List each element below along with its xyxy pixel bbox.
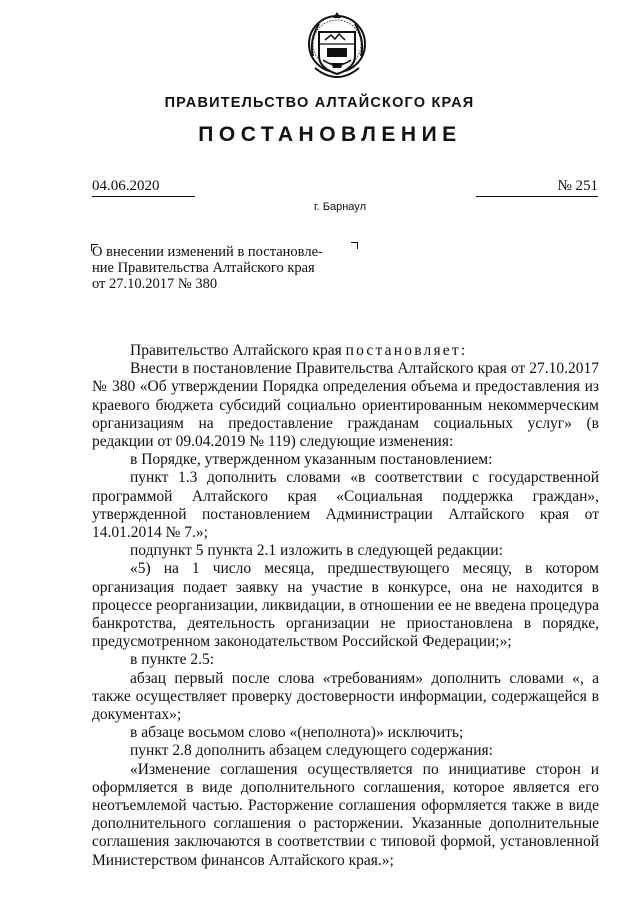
body-paragraph: «Изменение соглашения осуществляется по инициативе сторон и оформляется в виде дополнительного соглашения, которое является его неотъемлемой частью. Расторжение соглашения оформляется также в виде дополнительного соглашения о расторжении. Указанные дополнительные соглашения заключаются в соответствии с типовой формой, установленной Министерством финансов Алтайского края.»; xyxy=(92,760,599,869)
body-paragraph: абзац первый после слова «требованиям» дополнить словами «, а также осуществляет проверку достоверности информации, содержащейся в документах»; xyxy=(92,669,599,724)
body-paragraph: пункт 2.8 дополнить абзацем следующего содержания: xyxy=(130,742,493,760)
subject-line: от 27.10.2017 № 380 xyxy=(92,276,218,292)
body-paragraph: в абзаце восьмом слово «(неполнота)» исключить; xyxy=(130,724,464,742)
preamble-paragraph xyxy=(92,342,599,360)
body-paragraph: подпункт 5 пункта 2.1 изложить в следующей редакции: xyxy=(130,542,503,560)
document-body xyxy=(92,342,599,870)
body-paragraph: «5) на 1 число месяца, предшествующего месяцу, в котором организация подает заявку на участие в конкурсе, она не находится в процессе реорганизации, ликвидации, в отношении ее не введена процедура банкротства, деятельность организации не приостановлена в порядке, предусмотренном законодательством Российской Федерации;»; xyxy=(92,560,599,651)
body-paragraph: Внести в постановление Правительства Алтайского края от 27.10.2017 № 380 «Об утверждении Порядка определения объема и предоставления из краевого бюджета субсидий социально ориентированным некоммерческим организациям на предоставление гражданам социальных услуг» (в редакции от 09.04.2019 № 119) следующие изменения: xyxy=(92,360,599,451)
coat-of-arms-icon xyxy=(305,10,369,90)
city-name: г. Барнаул xyxy=(314,201,366,213)
subject-line: ние Правительства Алтайского края xyxy=(92,260,315,276)
body-paragraph: в пункте 2.5: xyxy=(130,651,215,669)
document-number: № 251 xyxy=(476,178,598,197)
preamble-text: Правительство Алтайского края xyxy=(130,342,346,359)
document-type: ПОСТАНОВЛЕНИЕ xyxy=(198,123,462,146)
body-paragraph: пункт 1.3 дополнить словами «в соответствии с государственной программой Алтайского края «Социальная поддержка граждан», утвержденной постановлением Администрации Алтайского края от 14.01.2014 № 7.»; xyxy=(92,469,599,542)
government-name: ПРАВИТЕЛЬСТВО АЛТАЙСКОГО КРАЯ xyxy=(164,95,475,111)
subject-line: О внесении изменений в постановле- xyxy=(92,244,323,260)
document-date: 04.06.2020 xyxy=(92,178,195,197)
body-paragraph: в Порядке, утвержденном указанным постановлением: xyxy=(130,451,493,469)
document-subject xyxy=(92,244,357,292)
preamble-keyword: постановляет: xyxy=(345,342,468,359)
